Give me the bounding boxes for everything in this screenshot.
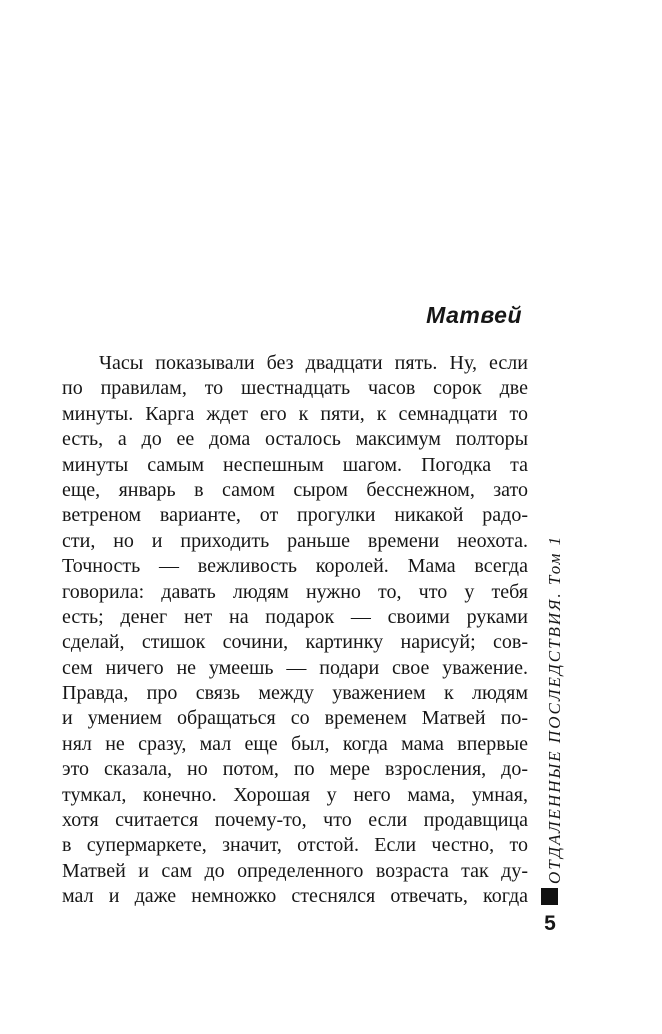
text-line: Матвей и сам до определенного возраста так ду-	[62, 859, 528, 882]
section-marker-square-icon	[541, 888, 558, 905]
text-line: сти, но и приходить раньше времени неохота.	[62, 529, 528, 552]
text-line: минуты самым неспешным шагом. Погодка та	[62, 453, 528, 476]
text-line: еще, январь в самом сыром бесснежном, зато	[62, 478, 528, 501]
text-line: нял не сразу, мал еще был, когда мама впервые	[62, 732, 528, 755]
text-line: Точность — вежливость королей. Мама всегда	[62, 555, 528, 578]
running-title-vertical: ОТДАЛЕННЫЕ ПОСЛЕДСТВИЯ. Том 1	[545, 534, 564, 884]
text-line: тумкал, конечно. Хорошая у него мама, умная,	[62, 783, 528, 806]
text-line: и умением обращаться со временем Матвей по-	[62, 707, 528, 730]
text-line: сем ничего не умеешь — подари свое уважение.	[62, 656, 528, 679]
text-line: ветреном варианте, от прогулки никакой радо-	[62, 504, 528, 527]
text-line: хотя считается почему-то, что если продавщица	[62, 809, 528, 832]
body-text	[62, 351, 528, 910]
text-line: это сказала, но потом, по мере взросления, до-	[62, 758, 528, 781]
text-line: в супермаркете, значит, отстой. Если честно, то	[62, 834, 528, 857]
text-line: по правилам, то шестнадцать часов сорок две	[62, 377, 528, 400]
chapter-title: Матвей	[426, 302, 522, 328]
text-line: есть, а до ее дома осталось максимум полторы	[62, 428, 528, 451]
text-line: говорила: давать людям нужно то, что у тебя	[62, 580, 528, 603]
text-line: есть; денег нет на подарок — своими руками	[62, 605, 528, 628]
page-number: 5	[544, 912, 556, 935]
text-line: минуты. Карга ждет его к пяти, к семнадцати то	[62, 402, 528, 425]
text-line: мал и даже немножко стеснялся отвечать, когда	[62, 885, 528, 908]
text-line: Часы показывали без двадцати пять. Ну, если	[99, 352, 528, 374]
text-line: Правда, про связь между уважением к людям	[62, 682, 528, 705]
text-line: сделай, стишок сочини, картинку нарисуй; сов-	[62, 631, 528, 654]
